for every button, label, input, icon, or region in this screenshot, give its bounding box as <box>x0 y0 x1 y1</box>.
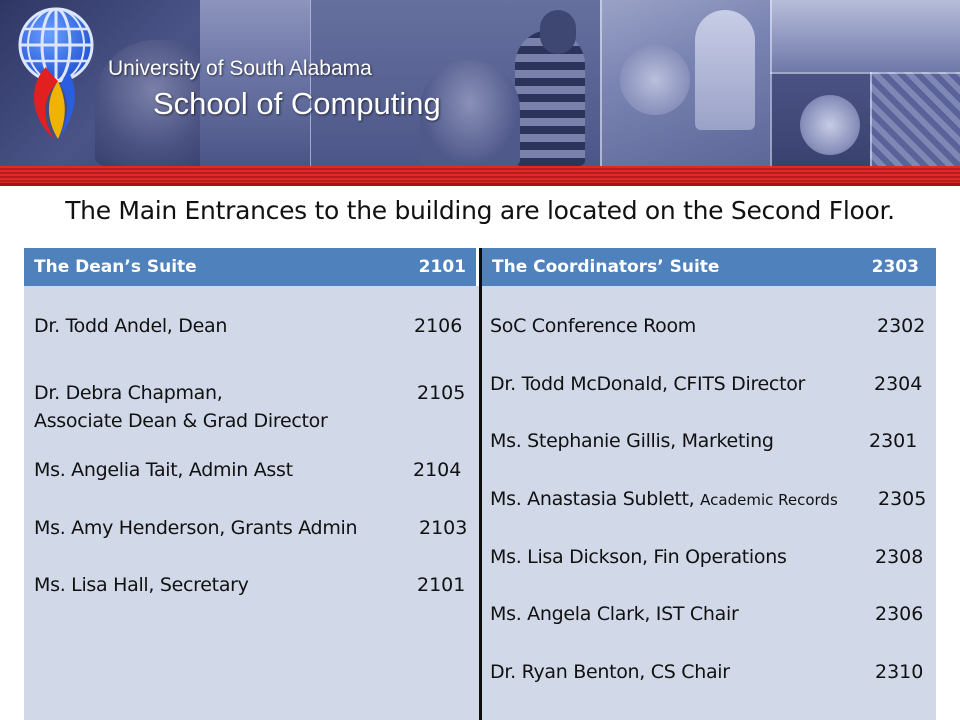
school-name: School of Computing <box>153 86 441 121</box>
deans-entry-room: 2105 <box>417 382 466 404</box>
banner-frame <box>770 72 872 166</box>
coord-entry-name: Dr. Ryan Benton, CS Chair <box>490 661 730 683</box>
deans-entry-room: 2101 <box>417 574 466 596</box>
banner-frame <box>870 72 960 166</box>
deans-entry-name: Dr. Todd Andel, Dean <box>34 315 228 337</box>
banner-frame <box>600 0 772 166</box>
coord-entry-person: Ms. Anastasia Sublett, <box>490 488 695 510</box>
coordinators-suite-header <box>482 248 936 286</box>
university-name: University of South Alabama <box>108 57 372 80</box>
deans-entry-name: Ms. Amy Henderson, Grants Admin <box>34 517 358 539</box>
banner-frame <box>310 0 602 166</box>
coord-entry-name: SoC Conference Room <box>490 315 697 337</box>
red-divider-stripe <box>0 166 960 186</box>
page-headline: The Main Entrances to the building are located on the Second Floor. <box>65 196 895 225</box>
coord-entry-name <box>490 488 838 510</box>
coordinators-suite-room: 2303 <box>871 257 919 277</box>
coord-entry-room: 2305 <box>878 488 927 510</box>
deans-entry-name: Ms. Lisa Hall, Secretary <box>34 574 249 596</box>
deans-suite-room: 2101 <box>418 257 466 277</box>
coord-entry-name: Ms. Lisa Dickson, Fin Operations <box>490 546 787 568</box>
coord-entry-name: Ms. Angela Clark, IST Chair <box>490 603 739 625</box>
coord-entry-room: 2302 <box>877 315 926 337</box>
header-banner <box>0 0 960 166</box>
coordinators-suite-title: The Coordinators’ Suite <box>492 257 720 277</box>
deans-suite-panel <box>24 286 479 720</box>
deans-entry-subtitle: Associate Dean & Grad Director <box>34 410 328 432</box>
university-logo-icon <box>10 5 102 145</box>
deans-suite-title: The Dean’s Suite <box>34 257 197 277</box>
deans-entry-room: 2106 <box>414 315 463 337</box>
deans-entry-room: 2103 <box>419 517 468 539</box>
banner-photo <box>200 0 310 166</box>
deans-suite-header <box>24 248 476 286</box>
deans-entry-name: Dr. Debra Chapman, <box>34 382 223 404</box>
coord-entry-detail: Academic Records <box>700 491 838 509</box>
coord-entry-name: Ms. Stephanie Gillis, Marketing <box>490 430 774 452</box>
coord-entry-room: 2308 <box>875 546 924 568</box>
banner-frame <box>770 0 960 74</box>
coord-entry-name: Dr. Todd McDonald, CFITS Director <box>490 373 806 395</box>
coord-entry-room: 2301 <box>869 430 918 452</box>
coord-entry-room: 2306 <box>875 603 924 625</box>
coord-entry-room: 2304 <box>874 373 923 395</box>
deans-entry-name: Ms. Angelia Tait, Admin Asst <box>34 459 293 481</box>
coord-entry-room: 2310 <box>875 661 924 683</box>
deans-entry-room: 2104 <box>413 459 462 481</box>
